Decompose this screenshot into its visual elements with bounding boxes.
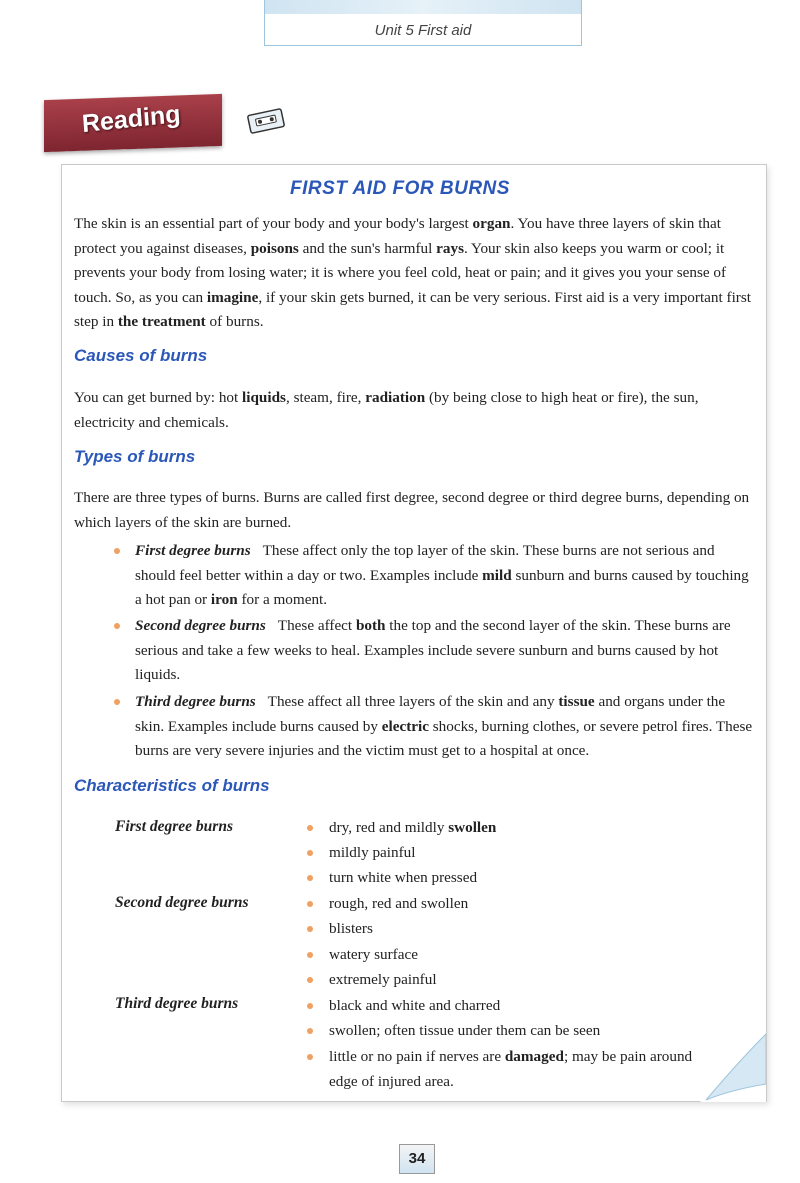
type-item-second-degree: Second degree burns These affect both the top and the second layer of the skin. These burns are serious and take a few weeks to heal. Examples include severe sunburn and burns caused by hot liquids. [135, 614, 757, 688]
bullet-dot [307, 1003, 313, 1009]
char-item: turn white when pressed [329, 866, 729, 891]
char-item: swollen; often tissue under them can be seen [329, 1019, 729, 1044]
bullet-dot [307, 850, 313, 856]
causes-paragraph: You can get burned by: hot liquids, steam, fire, radiation (by being close to high heat or fire), the sun, electricity and chemicals. [74, 389, 699, 431]
third-degree-label: Third degree burns [115, 995, 239, 1012]
page-curl-icon [700, 1030, 766, 1102]
bullet-dot [114, 699, 120, 705]
char-item: extremely painful [329, 968, 729, 993]
char-item: rough, red and swollen [329, 892, 729, 917]
bullet-dot [307, 875, 313, 881]
types-intro: There are three types of burns. Burns are called first degree, second degree or third degree burns, depending on which layers of the skin are burned. [74, 489, 750, 531]
header-band [265, 0, 581, 14]
page-title: FIRST AID FOR BURNS [290, 178, 510, 199]
intro-paragraph: The skin is an essential part of your body and your body's largest organ. You have three layers of skin that protect you against diseases, poisons and the sun's harmful rays. Your skin also keeps you warm or cool; it prevents your body from losing water; it is where you feel cold, heat or pain; and it gives you your sense of touch. So, as you can imagine, if your skin gets burned, it can be very serious. First aid is a very important first step in the treatment of burns. [74, 215, 751, 331]
bullet-dot [114, 548, 120, 554]
unit-title: Unit 5 First aid [374, 22, 472, 39]
causes-heading: Causes of burns [74, 346, 208, 365]
characteristics-heading: Characteristics of burns [74, 776, 270, 795]
bullet-dot [307, 952, 313, 958]
bullet-dot [307, 926, 313, 932]
reading-tag [44, 94, 222, 152]
cassette-tape-icon[interactable] [246, 108, 286, 134]
type-item-third-degree: Third degree burns These affect all three layers of the skin and any tissue and organs under the skin. Examples include burns caused by electric shocks, burning clothes, or severe petrol fires. These burns are very severe injuries and the victim must get to a hospital at once. [135, 690, 757, 764]
first-degree-label: First degree burns [115, 818, 233, 835]
char-item: black and white and charred [329, 994, 729, 1019]
char-item: blisters [329, 917, 729, 942]
bullet-dot [307, 825, 313, 831]
bullet-dot [307, 1054, 313, 1060]
bullet-dot [307, 977, 313, 983]
reading-label: Reading [81, 99, 182, 139]
second-degree-label: Second degree burns [115, 894, 249, 911]
bullet-dot [307, 1028, 313, 1034]
bullet-dot [114, 623, 120, 629]
char-item: mildly painful [329, 841, 729, 866]
bullet-dot [307, 901, 313, 907]
char-item: little or no pain if nerves are damaged; may be pain around edge of injured area. [329, 1045, 709, 1094]
type-item-first-degree: First degree burns These affect only the top layer of the skin. These burns are not serious and should feel better within a day or two. Examples include mild sunburn and burns caused by touching a hot pan or iron for a moment. [135, 539, 757, 613]
page-number: 34 [399, 1144, 435, 1174]
types-heading: Types of burns [74, 447, 196, 466]
unit-header [264, 0, 582, 46]
char-item: watery surface [329, 943, 729, 968]
char-item: dry, red and mildly swollen [329, 816, 729, 841]
